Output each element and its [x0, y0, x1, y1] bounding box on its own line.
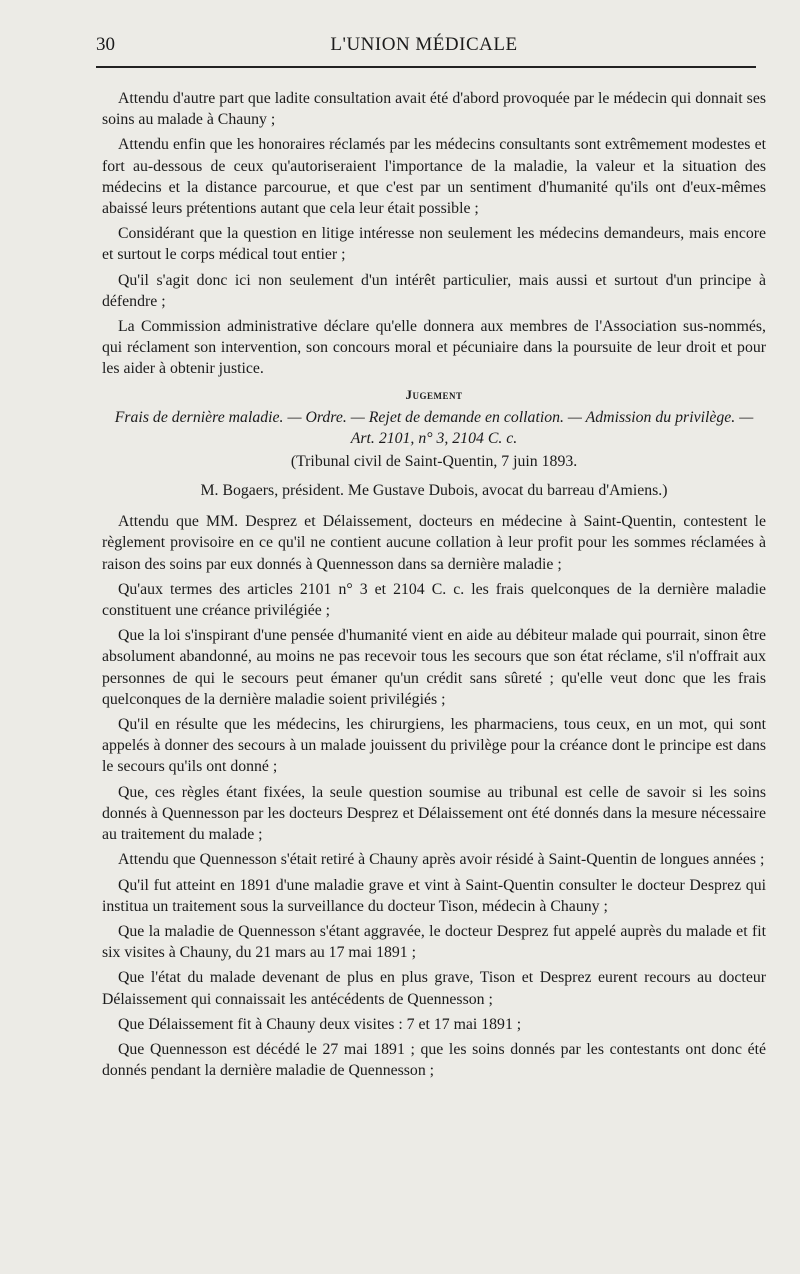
paragraph: Qu'il s'agit donc ici non seulement d'un intérêt particulier, mais aussi et surtout d'un principe à défendre ; [102, 271, 766, 310]
page-number: 30 [96, 34, 115, 55]
paragraph: Attendu que Quennesson s'était retiré à Chauny après avoir résidé à Saint-Quentin de longues années ; [118, 851, 765, 869]
paragraph: Que Délaissement fit à Chauny deux visites : 7 et 17 mai 1891 ; [118, 1015, 522, 1033]
paragraph: Qu'il fut atteint en 1891 d'une maladie grave et vint à Saint-Quentin consulter le docteur Desprez qui institua un traitement sous la surveillance du docteur Tison, médecin à Chauny ; [102, 876, 766, 915]
court-reference: (Tribunal civil de Saint-Quentin, 7 juin 1893. [290, 452, 578, 470]
paragraph: Attendu enfin que les honoraires réclamés par les médecins consultants sont extrêmement modestes et fort au-dessous de ceux qu'autoriseraient l'importance de la maladie, la valeur et la situation des médecins et la distance parcourue, et que c'est par un sentiment d'humanité qu'ils ont d'eux-mêmes abaissé leurs prétentions autant que cela leur était possible ; [102, 136, 766, 218]
page-body [102, 88, 766, 1085]
judgment-summary: Frais de dernière maladie. — Ordre. — Rejet de demande en collation. — Admission du privilège. — Art. 2101, n° 3, 2104 C. c. [114, 408, 754, 447]
paragraph: Considérant que la question en litige intéresse non seulement les médecins demandeurs, mais encore et surtout le corps médical tout entier ; [102, 225, 766, 264]
page-header [96, 34, 752, 58]
paragraph: Que la maladie de Quennesson s'étant aggravée, le docteur Desprez fut appelé auprès du malade et fit six visites à Chauny, du 21 mars au 17 mai 1891 ; [102, 922, 766, 962]
paragraph: Attendu d'autre part que ladite consultation avait été d'abord provoquée par le médecin qui donnait ses soins au malade à Chauny ; [102, 90, 766, 129]
running-title: L'UNION MÉDICALE [330, 34, 518, 55]
paragraph: Que, ces règles étant fixées, la seule question soumise au tribunal est celle de savoir si les soins donnés à Quennesson par les docteurs Desprez et Délaissement ont été donnés dans la mesure nécessaire au traitement du malade ; [102, 783, 766, 844]
paragraph: Attendu que MM. Desprez et Délaissement, docteurs en médecine à Saint-Quentin, contestent le règlement provisoire en ce qu'il ne contient aucune collation à leur profit pour les sommes réclamées à raison des soins par eux donnés à Quennesson dans sa dernière maladie ; [102, 513, 766, 573]
paragraph: Qu'aux termes des articles 2101 n° 3 et 2104 C. c. les frais quelconques de la dernière maladie constituent une créance privilégiée ; [102, 580, 766, 620]
paragraph: La Commission administrative déclare qu'elle donnera aux membres de l'Association sus-nommés, qui réclament son intervention, son concours moral et pécuniaire dans la poursuite de leur droit et pour les aider à obtenir justice. [102, 318, 766, 378]
paragraph: Que l'état du malade devenant de plus en plus grave, Tison et Desprez eurent recours au docteur Délaissement qui connaissait les antécédents de Quennesson ; [102, 969, 766, 1008]
judges-line: M. Bogaers, président. Me Gustave Dubois, avocat du barreau d'Amiens.) [200, 482, 668, 500]
header-rule [96, 66, 756, 68]
judgment-heading: Jugement [405, 386, 463, 402]
paragraph: Que Quennesson est décédé le 27 mai 1891 ; que les soins donnés par les contestants ont donc été donnés pendant la dernière maladie de Quennesson ; [102, 1040, 766, 1080]
paragraph: Qu'il en résulte que les médecins, les chirurgiens, les pharmaciens, tous ceux, en un mot, qui sont appelés à donner des secours à un malade jouissent du privilège pour la créance dont le principe est dans le secours qu'ils ont donné ; [102, 716, 766, 776]
paragraph: Que la loi s'inspirant d'une pensée d'humanité vient en aide au débiteur malade qui pourrait, sinon être absolument abandonné, au moins ne pas recevoir tous les secours que son état réclame, s'il n'offrait aux personnes de qui le secours peut émaner qu'un crédit sans sûreté ; qu'elle veut donc que les frais quelconques de la dernière maladie soient privilégiés ; [102, 627, 766, 708]
